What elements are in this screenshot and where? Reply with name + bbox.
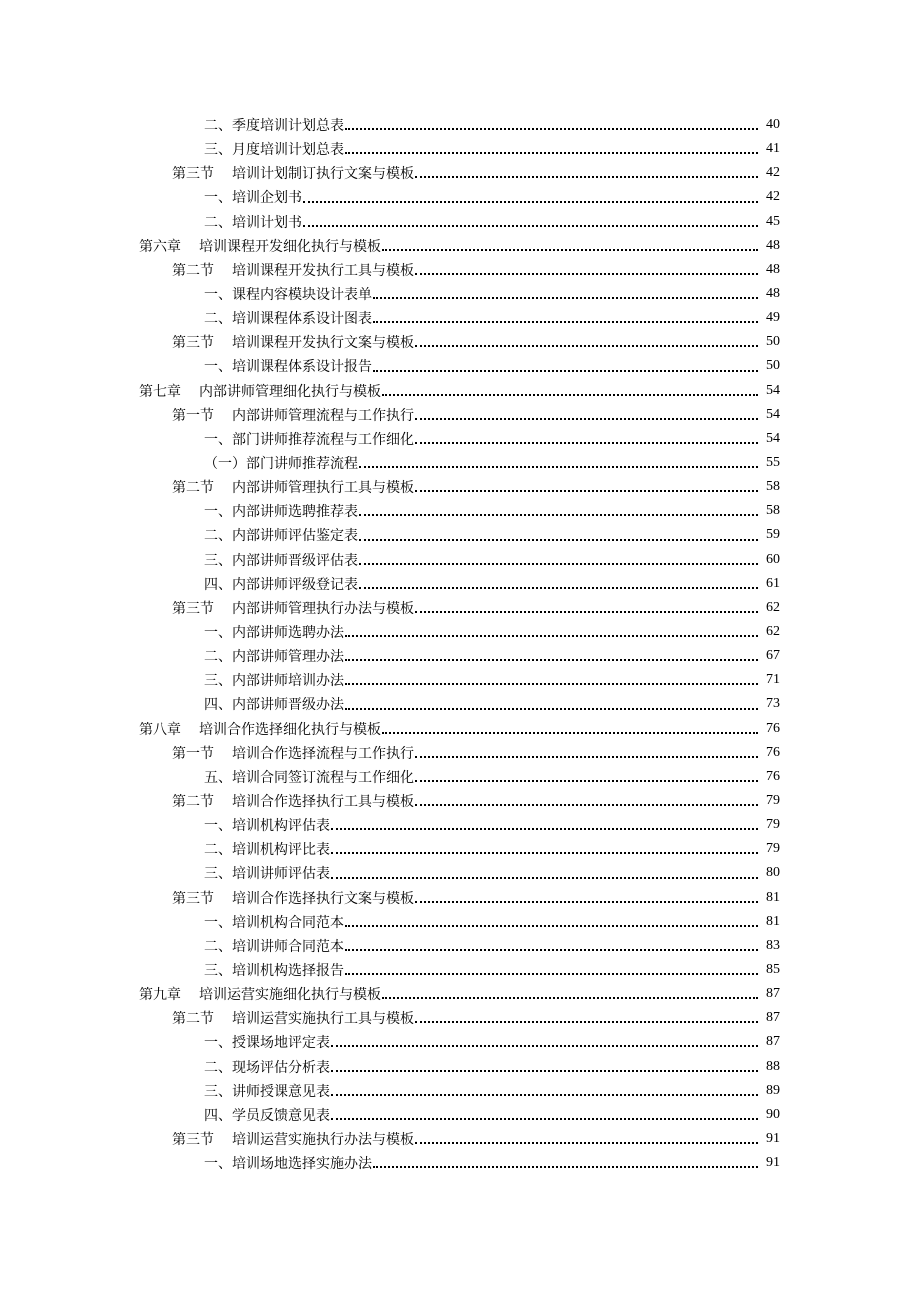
toc-entry-label: [204, 1153, 372, 1173]
toc-entry-label: [204, 767, 414, 787]
toc-entry-label: [139, 984, 381, 1004]
toc-dot-leader: [415, 610, 758, 613]
toc-dot-leader: [345, 658, 758, 661]
toc-entry-label: [204, 308, 372, 328]
table-of-contents: [0, 113, 920, 1175]
toc-entry-title: 培训课程开发细化执行与模板: [199, 238, 381, 255]
toc-entry-number: 第二节: [172, 794, 214, 810]
toc-dot-leader: [382, 996, 758, 999]
toc-chapter-entry[interactable]: [0, 234, 920, 258]
toc-page-number: 61: [766, 575, 780, 591]
toc-section-entry[interactable]: [0, 403, 920, 427]
toc-dot-leader: [415, 1141, 758, 1144]
toc-page-number: 71: [766, 672, 780, 688]
toc-entry-label: [172, 598, 414, 618]
toc-section-entry[interactable]: [0, 258, 920, 282]
toc-item-entry[interactable]: [0, 427, 920, 451]
toc-entry-number: 第九章: [139, 987, 181, 1004]
toc-page-number: 91: [766, 1155, 780, 1171]
toc-entry-label: [172, 743, 414, 763]
toc-entry-label: [139, 236, 381, 256]
toc-dot-leader: [359, 538, 758, 541]
toc-entry-title: 三、讲师授课意见表: [204, 1083, 330, 1100]
toc-dot-leader: [331, 1117, 758, 1120]
toc-dot-leader: [331, 876, 758, 879]
toc-dot-leader: [345, 634, 758, 637]
toc-entry-number: 第三节: [172, 1131, 214, 1148]
toc-page-number: 60: [766, 551, 780, 567]
toc-entry-number: 第一节: [172, 407, 214, 424]
toc-entry-label: [172, 1129, 414, 1149]
toc-dot-leader: [331, 1093, 758, 1096]
toc-entry-label: [204, 284, 372, 304]
toc-item-entry[interactable]: [0, 1030, 920, 1054]
toc-page-number: 50: [766, 334, 780, 350]
toc-entry-label: [139, 381, 381, 401]
toc-entry-number: 第三节: [172, 890, 214, 907]
toc-page-number: 58: [766, 503, 780, 519]
toc-page-number: 50: [766, 358, 780, 374]
toc-entry-number: 第八章: [139, 721, 181, 738]
toc-entry-title: 三、培训讲师评估表: [204, 866, 330, 883]
toc-entry-title: 内部讲师管理执行工具与模板: [232, 480, 414, 497]
toc-entry-label: [204, 815, 330, 835]
toc-item-entry[interactable]: [0, 668, 920, 692]
toc-entry-label: [172, 477, 414, 497]
toc-entry-label: [204, 429, 414, 449]
toc-entry-title: 培训计划制订执行文案与模板: [232, 166, 414, 183]
toc-page-number: 87: [766, 1034, 780, 1050]
toc-entry-title: 培训合作选择执行文案与模板: [232, 890, 414, 907]
toc-page-number: 85: [766, 961, 780, 977]
toc-page-number: 42: [766, 189, 780, 205]
toc-item-entry[interactable]: [0, 958, 920, 982]
toc-page-number: 76: [766, 744, 780, 760]
toc-dot-leader: [373, 296, 758, 299]
toc-entry-number: 第二节: [172, 1011, 214, 1028]
toc-entry-number: 第三节: [172, 166, 214, 183]
toc-entry-number: 第二节: [172, 262, 214, 279]
toc-entry-label: [172, 405, 414, 425]
toc-entry-title: 一、培训课程体系设计报告: [204, 359, 372, 376]
toc-entry-label: [204, 1032, 330, 1052]
toc-entry-title: 一、授课场地评定表: [204, 1035, 330, 1052]
toc-page-number: 79: [766, 841, 780, 857]
toc-entry-title: 一、课程内容模块设计表单: [204, 287, 372, 304]
toc-entry-label: [204, 622, 344, 642]
toc-dot-leader: [415, 1020, 758, 1023]
toc-entry-number: 第七章: [139, 383, 181, 400]
toc-section-entry[interactable]: [0, 789, 920, 813]
toc-entry-label: [204, 550, 358, 570]
toc-entry-title: 四、内部讲师评级登记表: [204, 576, 358, 593]
toc-entry-label: [204, 863, 330, 883]
toc-item-entry[interactable]: [0, 934, 920, 958]
toc-entry-title: 二、内部讲师管理办法: [204, 649, 344, 666]
toc-dot-leader: [359, 465, 758, 468]
toc-dot-leader: [359, 562, 758, 565]
toc-page-number: 67: [766, 648, 780, 664]
toc-item-entry[interactable]: [0, 306, 920, 330]
toc-entry-label: [204, 960, 344, 980]
toc-item-entry[interactable]: [0, 1079, 920, 1103]
toc-section-entry[interactable]: [0, 1127, 920, 1151]
toc-page-number: 88: [766, 1058, 780, 1074]
toc-page-number: 55: [766, 455, 780, 471]
toc-dot-leader: [303, 224, 758, 227]
toc-dot-leader: [415, 803, 758, 806]
toc-section-entry[interactable]: [0, 886, 920, 910]
toc-dot-leader: [373, 320, 758, 323]
toc-page-number: 48: [766, 286, 780, 302]
toc-page-number: 91: [766, 1130, 780, 1146]
toc-item-entry[interactable]: [0, 137, 920, 161]
toc-page-number: 62: [766, 599, 780, 615]
toc-item-entry[interactable]: [0, 210, 920, 234]
toc-item-entry[interactable]: [0, 113, 920, 137]
toc-dot-leader: [331, 1044, 758, 1047]
toc-section-entry[interactable]: [0, 330, 920, 354]
toc-item-entry[interactable]: [0, 451, 920, 475]
toc-dot-leader: [303, 200, 758, 203]
toc-entry-title: 一、培训机构合同范本: [204, 914, 344, 931]
toc-entry-label: [204, 912, 344, 932]
toc-item-entry[interactable]: [0, 765, 920, 789]
toc-item-entry[interactable]: [0, 910, 920, 934]
toc-page-number: 54: [766, 406, 780, 422]
toc-entry-title: 一、培训机构评估表: [204, 818, 330, 835]
toc-entry-label: [172, 260, 414, 280]
toc-item-entry[interactable]: [0, 861, 920, 885]
toc-entry-label: [204, 453, 358, 473]
toc-entry-label: [204, 187, 302, 207]
toc-entry-number: 第三节: [172, 600, 214, 617]
toc-item-entry[interactable]: [0, 1151, 920, 1175]
toc-dot-leader: [331, 827, 758, 830]
toc-section-entry[interactable]: [0, 161, 920, 185]
toc-entry-label: [172, 1008, 414, 1028]
toc-page-number: 58: [766, 479, 780, 495]
toc-page-number: 49: [766, 310, 780, 326]
toc-entry-number: 第一节: [172, 745, 214, 762]
toc-page-number: 54: [766, 382, 780, 398]
toc-entry-title: 培训课程开发执行文案与模板: [232, 335, 414, 352]
toc-entry-label: [204, 574, 358, 594]
toc-page-number: 40: [766, 117, 780, 133]
toc-page-number: 48: [766, 237, 780, 253]
toc-page-number: 62: [766, 624, 780, 640]
toc-entry-title: 三、月度培训计划总表: [204, 142, 344, 159]
toc-entry-title: 二、培训课程体系设计图表: [204, 311, 372, 328]
toc-entry-title: 培训运营实施执行办法与模板: [232, 1131, 414, 1148]
toc-entry-number: 第三节: [172, 335, 214, 352]
toc-entry-label: [204, 1081, 330, 1101]
toc-entry-title: 内部讲师管理执行办法与模板: [232, 600, 414, 617]
toc-item-entry[interactable]: [0, 1054, 920, 1078]
toc-entry-number: 第六章: [139, 238, 181, 255]
toc-dot-leader: [331, 1069, 758, 1072]
toc-dot-leader: [359, 586, 758, 589]
toc-entry-title: 内部讲师管理细化执行与模板: [199, 383, 381, 400]
toc-page-number: 89: [766, 1082, 780, 1098]
toc-dot-leader: [415, 779, 758, 782]
toc-entry-title: 四、内部讲师晋级办法: [204, 697, 344, 714]
toc-section-entry[interactable]: [0, 741, 920, 765]
toc-dot-leader: [345, 127, 758, 130]
toc-entry-title: 培训合作选择执行工具与模板: [232, 794, 414, 810]
toc-dot-leader: [415, 272, 758, 275]
toc-entry-label: [172, 332, 414, 352]
toc-entry-label: [204, 139, 344, 159]
toc-page-number: 76: [766, 768, 780, 784]
toc-entry-label: [204, 694, 344, 714]
toc-page-number: 42: [766, 165, 780, 181]
toc-section-entry[interactable]: [0, 1006, 920, 1030]
toc-entry-label: [204, 936, 344, 956]
toc-dot-leader: [345, 151, 758, 154]
toc-entry-title: 培训运营实施执行工具与模板: [232, 1011, 414, 1028]
toc-entry-title: 二、培训机构评比表: [204, 842, 330, 859]
toc-entry-title: 一、培训企划书: [204, 190, 302, 207]
toc-page-number: 83: [766, 937, 780, 953]
toc-dot-leader: [331, 851, 758, 854]
toc-entry-title: 五、培训合同签订流程与工作细化: [204, 769, 414, 786]
toc-entry-title: 培训课程开发执行工具与模板: [232, 262, 414, 279]
toc-page-number: 48: [766, 261, 780, 277]
toc-entry-title: 二、季度培训计划总表: [204, 118, 344, 135]
toc-section-entry[interactable]: [0, 475, 920, 499]
toc-dot-leader: [345, 682, 758, 685]
toc-entry-label: [204, 1057, 330, 1077]
toc-entry-title: 一、培训场地选择实施办法: [204, 1156, 372, 1173]
toc-entry-title: 一、内部讲师选聘推荐表: [204, 504, 358, 521]
toc-item-entry[interactable]: [0, 523, 920, 547]
toc-dot-leader: [382, 731, 758, 734]
toc-entry-label: [204, 356, 372, 376]
toc-dot-leader: [345, 972, 758, 975]
toc-page-number: 90: [766, 1106, 780, 1122]
toc-entry-label: [204, 115, 344, 135]
toc-entry-label: [204, 1105, 330, 1125]
toc-entry-title: 二、培训讲师合同范本: [204, 938, 344, 955]
toc-page-number: 73: [766, 696, 780, 712]
toc-entry-label: [139, 719, 381, 739]
toc-entry-title: 培训运营实施细化执行与模板: [199, 987, 381, 1004]
toc-dot-leader: [415, 489, 758, 492]
toc-entry-title: 培训合作选择流程与工作执行: [232, 745, 414, 762]
toc-page-number: 41: [766, 141, 780, 157]
toc-entry-label: [204, 525, 358, 545]
toc-item-entry[interactable]: [0, 548, 920, 572]
toc-item-entry[interactable]: [0, 1103, 920, 1127]
toc-dot-leader: [415, 900, 758, 903]
toc-item-entry[interactable]: [0, 837, 920, 861]
toc-entry-title: 三、培训机构选择报告: [204, 962, 344, 979]
toc-item-entry[interactable]: [0, 644, 920, 668]
toc-item-entry[interactable]: [0, 692, 920, 716]
toc-section-entry[interactable]: [0, 596, 920, 620]
toc-item-entry[interactable]: [0, 282, 920, 306]
toc-item-entry[interactable]: [0, 185, 920, 209]
toc-dot-leader: [415, 175, 758, 178]
toc-entry-label: [204, 212, 302, 232]
toc-page-number: 80: [766, 865, 780, 881]
toc-page-number: 79: [766, 817, 780, 833]
toc-dot-leader: [345, 948, 758, 951]
toc-item-entry[interactable]: [0, 813, 920, 837]
toc-item-entry[interactable]: [0, 572, 920, 596]
toc-entry-title: 二、现场评估分析表: [204, 1059, 330, 1076]
toc-entry-title: 三、内部讲师晋级评估表: [204, 552, 358, 569]
toc-dot-leader: [415, 441, 758, 444]
toc-page-number: 81: [766, 913, 780, 929]
toc-page-number: 59: [766, 527, 780, 543]
toc-chapter-entry[interactable]: [0, 982, 920, 1006]
toc-page-number: 54: [766, 430, 780, 446]
toc-entry-label: [204, 646, 344, 666]
toc-page-number: 81: [766, 889, 780, 905]
toc-dot-leader: [373, 1165, 758, 1168]
toc-dot-leader: [415, 417, 758, 420]
toc-entry-title: 四、学员反馈意见表: [204, 1107, 330, 1124]
toc-item-entry[interactable]: [0, 499, 920, 523]
toc-dot-leader: [382, 248, 758, 251]
toc-dot-leader: [359, 513, 758, 516]
toc-dot-leader: [373, 369, 758, 372]
toc-entry-title: 培训合作选择细化执行与模板: [199, 721, 381, 738]
toc-page-number: 79: [766, 793, 780, 808]
toc-page-number: 87: [766, 1010, 780, 1026]
toc-entry-label: [204, 839, 330, 859]
toc-entry-label: [172, 791, 414, 811]
toc-entry-label: [172, 163, 414, 183]
toc-dot-leader: [345, 707, 758, 710]
toc-chapter-entry[interactable]: [0, 379, 920, 403]
toc-entry-title: 一、部门讲师推荐流程与工作细化: [204, 431, 414, 448]
toc-dot-leader: [415, 755, 758, 758]
toc-entry-title: 一、内部讲师选聘办法: [204, 625, 344, 642]
toc-entry-title: 二、培训计划书: [204, 214, 302, 231]
toc-entry-title: 内部讲师管理流程与工作执行: [232, 407, 414, 424]
toc-page-number: 45: [766, 213, 780, 229]
toc-entry-title: （一）部门讲师推荐流程: [204, 456, 358, 473]
toc-entry-title: 三、内部讲师培训办法: [204, 673, 344, 690]
toc-entry-label: [204, 501, 358, 521]
toc-entry-label: [204, 670, 344, 690]
toc-page-number: 87: [766, 986, 780, 1002]
toc-item-entry[interactable]: [0, 620, 920, 644]
toc-entry-title: 二、内部讲师评估鉴定表: [204, 528, 358, 545]
toc-dot-leader: [345, 924, 758, 927]
toc-entry-number: 第二节: [172, 480, 214, 497]
toc-entry-label: [172, 888, 414, 908]
toc-dot-leader: [415, 344, 758, 347]
toc-page-number: 76: [766, 720, 780, 736]
toc-chapter-entry[interactable]: [0, 717, 920, 741]
toc-dot-leader: [382, 393, 758, 396]
toc-item-entry[interactable]: [0, 354, 920, 378]
